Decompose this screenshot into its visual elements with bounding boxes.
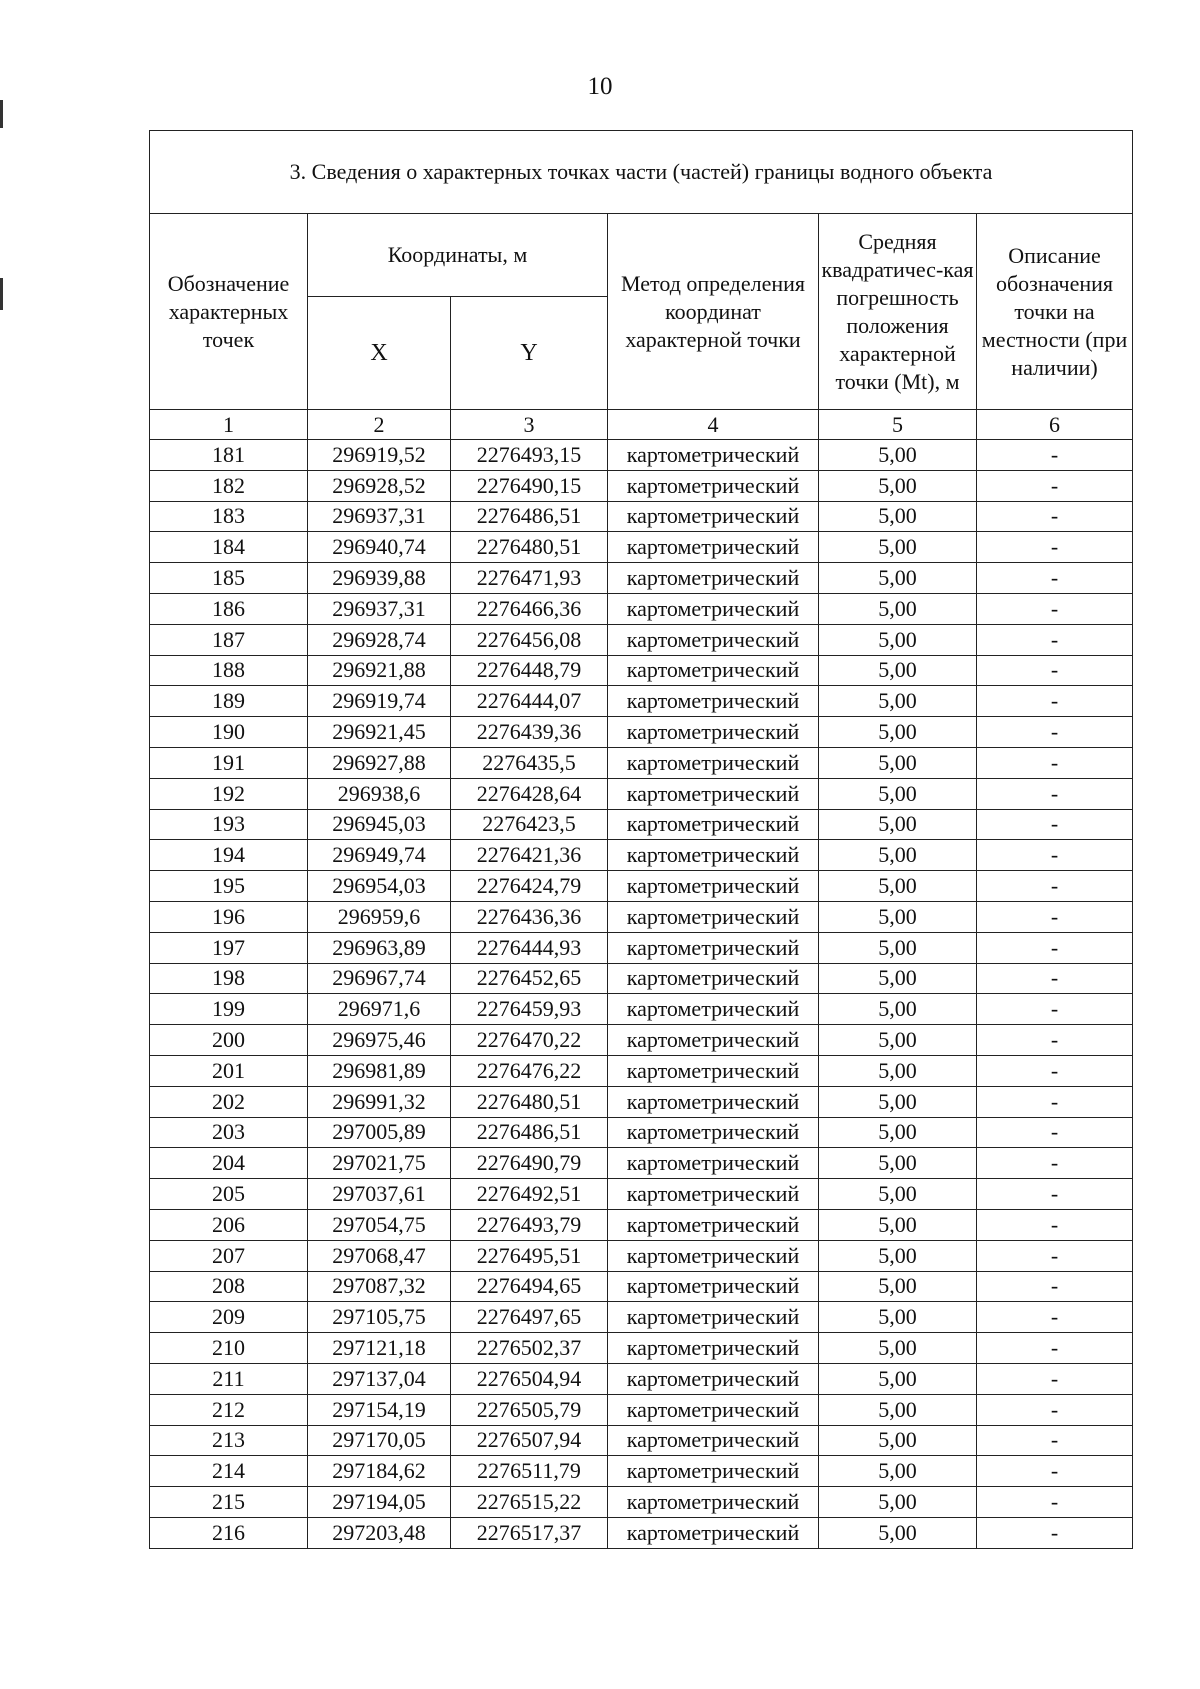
cell-description: - bbox=[977, 1055, 1133, 1086]
cell-point-id: 203 bbox=[150, 1117, 308, 1148]
table-row bbox=[150, 932, 1133, 963]
cell-y: 2276492,51 bbox=[451, 1179, 608, 1210]
cell-x: 296967,74 bbox=[308, 963, 451, 994]
cell-y: 2276507,94 bbox=[451, 1425, 608, 1456]
table-row bbox=[150, 809, 1133, 840]
cell-y: 2276459,93 bbox=[451, 994, 608, 1025]
cell-x: 297087,32 bbox=[308, 1271, 451, 1302]
table-row bbox=[150, 1148, 1133, 1179]
cell-x: 296927,88 bbox=[308, 747, 451, 778]
scan-edge-mark bbox=[0, 100, 3, 128]
cell-error: 5,00 bbox=[819, 1117, 977, 1148]
cell-description: - bbox=[977, 963, 1133, 994]
cell-x: 296959,6 bbox=[308, 901, 451, 932]
cell-error: 5,00 bbox=[819, 532, 977, 563]
cell-point-id: 188 bbox=[150, 655, 308, 686]
cell-x: 296937,31 bbox=[308, 501, 451, 532]
cell-description: - bbox=[977, 871, 1133, 902]
cell-y: 2276456,08 bbox=[451, 624, 608, 655]
cell-y: 2276435,5 bbox=[451, 747, 608, 778]
cell-method: картометрический bbox=[608, 778, 819, 809]
column-number: 3 bbox=[451, 410, 608, 440]
cell-description: - bbox=[977, 563, 1133, 594]
cell-point-id: 181 bbox=[150, 440, 308, 471]
header-error: Средняя квадратичес-кая погрешность положения характерной точки (Mt), м bbox=[819, 214, 977, 410]
cell-error: 5,00 bbox=[819, 593, 977, 624]
cell-method: картометрический bbox=[608, 593, 819, 624]
table-row bbox=[150, 470, 1133, 501]
cell-point-id: 199 bbox=[150, 994, 308, 1025]
cell-method: картометрический bbox=[608, 1025, 819, 1056]
cell-point-id: 196 bbox=[150, 901, 308, 932]
cell-y: 2276436,36 bbox=[451, 901, 608, 932]
header-coordinates: Координаты, м bbox=[308, 214, 608, 297]
cell-y: 2276504,94 bbox=[451, 1363, 608, 1394]
cell-description: - bbox=[977, 1425, 1133, 1456]
cell-error: 5,00 bbox=[819, 624, 977, 655]
cell-method: картометрический bbox=[608, 1271, 819, 1302]
cell-description: - bbox=[977, 717, 1133, 748]
cell-x: 296971,6 bbox=[308, 994, 451, 1025]
cell-point-id: 207 bbox=[150, 1240, 308, 1271]
cell-description: - bbox=[977, 1394, 1133, 1425]
table-row bbox=[150, 440, 1133, 471]
cell-y: 2276486,51 bbox=[451, 501, 608, 532]
cell-error: 5,00 bbox=[819, 470, 977, 501]
cell-x: 296939,88 bbox=[308, 563, 451, 594]
cell-error: 5,00 bbox=[819, 563, 977, 594]
cell-error: 5,00 bbox=[819, 901, 977, 932]
cell-error: 5,00 bbox=[819, 655, 977, 686]
cell-point-id: 212 bbox=[150, 1394, 308, 1425]
table-row bbox=[150, 1271, 1133, 1302]
cell-description: - bbox=[977, 440, 1133, 471]
cell-point-id: 205 bbox=[150, 1179, 308, 1210]
cell-x: 296921,45 bbox=[308, 717, 451, 748]
cell-y: 2276515,22 bbox=[451, 1487, 608, 1518]
cell-x: 296919,52 bbox=[308, 440, 451, 471]
cell-point-id: 193 bbox=[150, 809, 308, 840]
cell-y: 2276497,65 bbox=[451, 1302, 608, 1333]
cell-y: 2276444,07 bbox=[451, 686, 608, 717]
cell-x: 297037,61 bbox=[308, 1179, 451, 1210]
cell-x: 297154,19 bbox=[308, 1394, 451, 1425]
cell-description: - bbox=[977, 593, 1133, 624]
header-point-designation: Обозначение характерных точек bbox=[150, 214, 308, 410]
table-row bbox=[150, 686, 1133, 717]
cell-point-id: 214 bbox=[150, 1456, 308, 1487]
cell-y: 2276428,64 bbox=[451, 778, 608, 809]
cell-point-id: 215 bbox=[150, 1487, 308, 1518]
cell-x: 297054,75 bbox=[308, 1209, 451, 1240]
cell-x: 297184,62 bbox=[308, 1456, 451, 1487]
cell-description: - bbox=[977, 1179, 1133, 1210]
cell-method: картометрический bbox=[608, 1487, 819, 1518]
cell-method: картометрический bbox=[608, 932, 819, 963]
cell-error: 5,00 bbox=[819, 1148, 977, 1179]
cell-description: - bbox=[977, 1086, 1133, 1117]
cell-error: 5,00 bbox=[819, 1055, 977, 1086]
table-row bbox=[150, 1117, 1133, 1148]
cell-x: 296945,03 bbox=[308, 809, 451, 840]
cell-error: 5,00 bbox=[819, 1517, 977, 1548]
cell-method: картометрический bbox=[608, 1055, 819, 1086]
cell-y: 2276493,15 bbox=[451, 440, 608, 471]
table-row bbox=[150, 840, 1133, 871]
cell-point-id: 184 bbox=[150, 532, 308, 563]
cell-point-id: 202 bbox=[150, 1086, 308, 1117]
cell-point-id: 200 bbox=[150, 1025, 308, 1056]
cell-error: 5,00 bbox=[819, 747, 977, 778]
cell-y: 2276424,79 bbox=[451, 871, 608, 902]
cell-y: 2276444,93 bbox=[451, 932, 608, 963]
table-row bbox=[150, 655, 1133, 686]
cell-point-id: 213 bbox=[150, 1425, 308, 1456]
cell-method: картометрический bbox=[608, 840, 819, 871]
cell-error: 5,00 bbox=[819, 1302, 977, 1333]
cell-method: картометрический bbox=[608, 563, 819, 594]
cell-error: 5,00 bbox=[819, 1240, 977, 1271]
table-row bbox=[150, 1487, 1133, 1518]
column-number: 2 bbox=[308, 410, 451, 440]
cell-x: 296919,74 bbox=[308, 686, 451, 717]
table-row bbox=[150, 1517, 1133, 1548]
table-row bbox=[150, 1394, 1133, 1425]
table-row bbox=[150, 1055, 1133, 1086]
cell-y: 2276486,51 bbox=[451, 1117, 608, 1148]
cell-x: 297203,48 bbox=[308, 1517, 451, 1548]
cell-y: 2276495,51 bbox=[451, 1240, 608, 1271]
column-number: 5 bbox=[819, 410, 977, 440]
cell-description: - bbox=[977, 1209, 1133, 1240]
cell-error: 5,00 bbox=[819, 871, 977, 902]
header-y: Y bbox=[451, 297, 608, 410]
table-title: 3. Сведения о характерных точках части (частей) границы водного объекта bbox=[150, 131, 1133, 214]
cell-error: 5,00 bbox=[819, 1456, 977, 1487]
cell-error: 5,00 bbox=[819, 686, 977, 717]
cell-y: 2276476,22 bbox=[451, 1055, 608, 1086]
cell-method: картометрический bbox=[608, 1179, 819, 1210]
cell-method: картометрический bbox=[608, 655, 819, 686]
cell-description: - bbox=[977, 532, 1133, 563]
table-row bbox=[150, 871, 1133, 902]
cell-x: 296928,52 bbox=[308, 470, 451, 501]
cell-method: картометрический bbox=[608, 1117, 819, 1148]
cell-point-id: 201 bbox=[150, 1055, 308, 1086]
cell-point-id: 192 bbox=[150, 778, 308, 809]
cell-error: 5,00 bbox=[819, 1179, 977, 1210]
cell-description: - bbox=[977, 470, 1133, 501]
cell-x: 297194,05 bbox=[308, 1487, 451, 1518]
cell-point-id: 183 bbox=[150, 501, 308, 532]
cell-error: 5,00 bbox=[819, 809, 977, 840]
cell-description: - bbox=[977, 655, 1133, 686]
table-row bbox=[150, 901, 1133, 932]
table-row bbox=[150, 1456, 1133, 1487]
cell-y: 2276480,51 bbox=[451, 532, 608, 563]
table-row bbox=[150, 1025, 1133, 1056]
cell-error: 5,00 bbox=[819, 994, 977, 1025]
cell-point-id: 191 bbox=[150, 747, 308, 778]
cell-description: - bbox=[977, 1271, 1133, 1302]
cell-y: 2276466,36 bbox=[451, 593, 608, 624]
cell-y: 2276493,79 bbox=[451, 1209, 608, 1240]
cell-x: 296938,6 bbox=[308, 778, 451, 809]
boundary-points-table bbox=[149, 130, 1133, 1549]
cell-method: картометрический bbox=[608, 1333, 819, 1364]
cell-error: 5,00 bbox=[819, 1425, 977, 1456]
cell-point-id: 198 bbox=[150, 963, 308, 994]
cell-x: 296937,31 bbox=[308, 593, 451, 624]
cell-point-id: 209 bbox=[150, 1302, 308, 1333]
cell-method: картометрический bbox=[608, 1425, 819, 1456]
column-number: 6 bbox=[977, 410, 1133, 440]
cell-y: 2276421,36 bbox=[451, 840, 608, 871]
cell-method: картометрический bbox=[608, 1517, 819, 1548]
table-row bbox=[150, 1179, 1133, 1210]
cell-error: 5,00 bbox=[819, 1363, 977, 1394]
cell-description: - bbox=[977, 747, 1133, 778]
column-number: 4 bbox=[608, 410, 819, 440]
cell-point-id: 190 bbox=[150, 717, 308, 748]
cell-x: 296921,88 bbox=[308, 655, 451, 686]
cell-x: 297005,89 bbox=[308, 1117, 451, 1148]
cell-method: картометрический bbox=[608, 1394, 819, 1425]
table-row bbox=[150, 1209, 1133, 1240]
cell-method: картометрический bbox=[608, 963, 819, 994]
table-row bbox=[150, 778, 1133, 809]
cell-y: 2276502,37 bbox=[451, 1333, 608, 1364]
cell-method: картометрический bbox=[608, 1209, 819, 1240]
cell-x: 297137,04 bbox=[308, 1363, 451, 1394]
cell-description: - bbox=[977, 1240, 1133, 1271]
table-row bbox=[150, 624, 1133, 655]
cell-error: 5,00 bbox=[819, 1025, 977, 1056]
cell-point-id: 216 bbox=[150, 1517, 308, 1548]
cell-method: картометрический bbox=[608, 809, 819, 840]
cell-description: - bbox=[977, 1117, 1133, 1148]
cell-x: 296991,32 bbox=[308, 1086, 451, 1117]
cell-point-id: 187 bbox=[150, 624, 308, 655]
cell-description: - bbox=[977, 840, 1133, 871]
cell-method: картометрический bbox=[608, 1240, 819, 1271]
cell-x: 296981,89 bbox=[308, 1055, 451, 1086]
cell-method: картометрический bbox=[608, 1148, 819, 1179]
table-row bbox=[150, 563, 1133, 594]
cell-method: картометрический bbox=[608, 470, 819, 501]
cell-description: - bbox=[977, 901, 1133, 932]
cell-error: 5,00 bbox=[819, 1086, 977, 1117]
page-number: 10 bbox=[587, 73, 613, 100]
table-row bbox=[150, 532, 1133, 563]
cell-error: 5,00 bbox=[819, 1394, 977, 1425]
table-row bbox=[150, 963, 1133, 994]
cell-error: 5,00 bbox=[819, 440, 977, 471]
cell-description: - bbox=[977, 1025, 1133, 1056]
cell-y: 2276517,37 bbox=[451, 1517, 608, 1548]
cell-x: 296940,74 bbox=[308, 532, 451, 563]
cell-y: 2276490,79 bbox=[451, 1148, 608, 1179]
table-row bbox=[150, 994, 1133, 1025]
cell-point-id: 185 bbox=[150, 563, 308, 594]
cell-error: 5,00 bbox=[819, 1209, 977, 1240]
cell-method: картометрический bbox=[608, 994, 819, 1025]
cell-y: 2276511,79 bbox=[451, 1456, 608, 1487]
cell-description: - bbox=[977, 932, 1133, 963]
cell-error: 5,00 bbox=[819, 1271, 977, 1302]
cell-point-id: 189 bbox=[150, 686, 308, 717]
cell-y: 2276490,15 bbox=[451, 470, 608, 501]
cell-error: 5,00 bbox=[819, 717, 977, 748]
cell-method: картометрический bbox=[608, 1302, 819, 1333]
cell-method: картометрический bbox=[608, 1456, 819, 1487]
cell-error: 5,00 bbox=[819, 932, 977, 963]
cell-method: картометрический bbox=[608, 532, 819, 563]
cell-description: - bbox=[977, 1333, 1133, 1364]
column-number-row bbox=[150, 410, 1133, 440]
cell-point-id: 186 bbox=[150, 593, 308, 624]
cell-x: 297121,18 bbox=[308, 1333, 451, 1364]
cell-error: 5,00 bbox=[819, 963, 977, 994]
cell-y: 2276452,65 bbox=[451, 963, 608, 994]
cell-x: 297068,47 bbox=[308, 1240, 451, 1271]
cell-point-id: 208 bbox=[150, 1271, 308, 1302]
header-method: Метод определения координат характерной точки bbox=[608, 214, 819, 410]
cell-x: 297021,75 bbox=[308, 1148, 451, 1179]
table-row bbox=[150, 1425, 1133, 1456]
cell-y: 2276448,79 bbox=[451, 655, 608, 686]
cell-point-id: 182 bbox=[150, 470, 308, 501]
header-description: Описание обозначения точки на местности (при наличии) bbox=[977, 214, 1133, 410]
cell-description: - bbox=[977, 501, 1133, 532]
cell-y: 2276480,51 bbox=[451, 1086, 608, 1117]
cell-y: 2276439,36 bbox=[451, 717, 608, 748]
cell-x: 296928,74 bbox=[308, 624, 451, 655]
cell-error: 5,00 bbox=[819, 840, 977, 871]
table-row bbox=[150, 1363, 1133, 1394]
cell-description: - bbox=[977, 1517, 1133, 1548]
cell-method: картометрический bbox=[608, 901, 819, 932]
cell-description: - bbox=[977, 778, 1133, 809]
cell-error: 5,00 bbox=[819, 1333, 977, 1364]
cell-description: - bbox=[977, 1302, 1133, 1333]
cell-x: 296975,46 bbox=[308, 1025, 451, 1056]
column-number: 1 bbox=[150, 410, 308, 440]
cell-point-id: 206 bbox=[150, 1209, 308, 1240]
cell-y: 2276471,93 bbox=[451, 563, 608, 594]
header-x: X bbox=[308, 297, 451, 410]
cell-method: картометрический bbox=[608, 717, 819, 748]
cell-x: 296963,89 bbox=[308, 932, 451, 963]
cell-description: - bbox=[977, 686, 1133, 717]
table-row bbox=[150, 747, 1133, 778]
cell-x: 297105,75 bbox=[308, 1302, 451, 1333]
table-row bbox=[150, 1086, 1133, 1117]
cell-error: 5,00 bbox=[819, 778, 977, 809]
cell-method: картометрический bbox=[608, 686, 819, 717]
cell-method: картометрический bbox=[608, 747, 819, 778]
cell-method: картометрический bbox=[608, 624, 819, 655]
cell-method: картометрический bbox=[608, 1086, 819, 1117]
cell-method: картометрический bbox=[608, 440, 819, 471]
cell-description: - bbox=[977, 624, 1133, 655]
cell-y: 2276505,79 bbox=[451, 1394, 608, 1425]
cell-point-id: 197 bbox=[150, 932, 308, 963]
cell-point-id: 211 bbox=[150, 1363, 308, 1394]
table-row bbox=[150, 1333, 1133, 1364]
table-row bbox=[150, 1240, 1133, 1271]
cell-method: картометрический bbox=[608, 871, 819, 902]
cell-description: - bbox=[977, 1456, 1133, 1487]
cell-method: картометрический bbox=[608, 501, 819, 532]
cell-description: - bbox=[977, 809, 1133, 840]
cell-x: 296954,03 bbox=[308, 871, 451, 902]
cell-point-id: 210 bbox=[150, 1333, 308, 1364]
cell-error: 5,00 bbox=[819, 501, 977, 532]
cell-x: 296949,74 bbox=[308, 840, 451, 871]
cell-description: - bbox=[977, 1148, 1133, 1179]
cell-point-id: 195 bbox=[150, 871, 308, 902]
cell-y: 2276494,65 bbox=[451, 1271, 608, 1302]
cell-error: 5,00 bbox=[819, 1487, 977, 1518]
table-row bbox=[150, 593, 1133, 624]
table-row bbox=[150, 717, 1133, 748]
cell-y: 2276470,22 bbox=[451, 1025, 608, 1056]
cell-method: картометрический bbox=[608, 1363, 819, 1394]
table-row bbox=[150, 501, 1133, 532]
cell-description: - bbox=[977, 1487, 1133, 1518]
cell-description: - bbox=[977, 1363, 1133, 1394]
cell-x: 297170,05 bbox=[308, 1425, 451, 1456]
table-row bbox=[150, 1302, 1133, 1333]
cell-point-id: 194 bbox=[150, 840, 308, 871]
cell-point-id: 204 bbox=[150, 1148, 308, 1179]
scan-edge-mark bbox=[0, 278, 3, 310]
cell-description: - bbox=[977, 994, 1133, 1025]
cell-y: 2276423,5 bbox=[451, 809, 608, 840]
